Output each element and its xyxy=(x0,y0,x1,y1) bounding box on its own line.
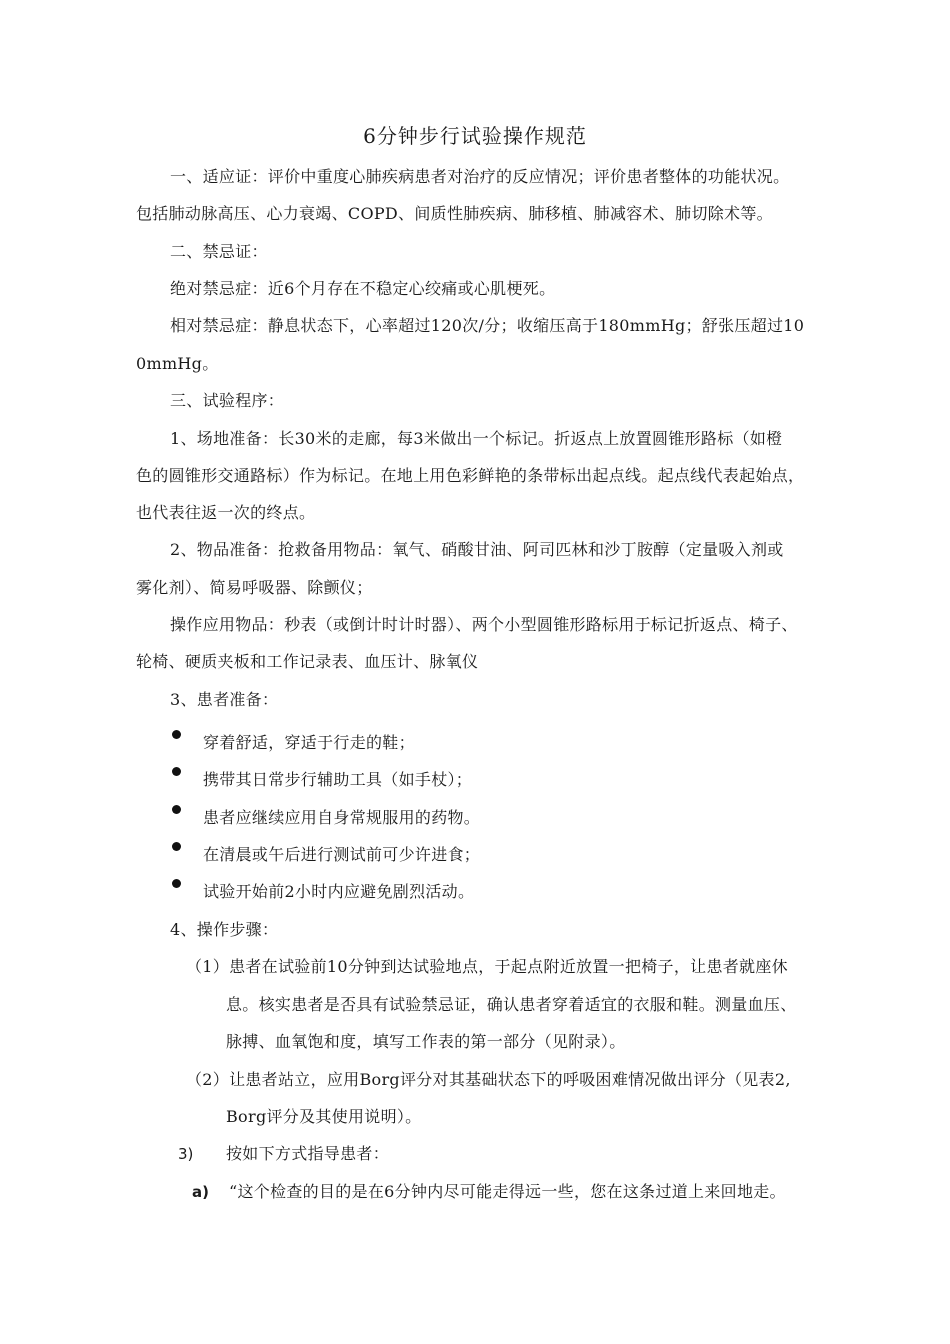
step-3-label: 3) xyxy=(178,1145,194,1163)
ops-items-line-1: 操作应用物品：秒表（或倒计时计时器）、两个小型圆锥形路标用于标记折返点、椅子、 xyxy=(170,615,798,634)
step-1-line-2: 息。核实患者是否具有试验禁忌证，确认患者穿着适宜的衣服和鞋。测量血压、 xyxy=(226,995,797,1014)
site-prep-line-3: 也代表往返一次的终点。 xyxy=(136,503,316,522)
site-prep-line-1: 1、场地准备：长30米的走廊，每3米做出一个标记。折返点上放置圆锥形路标（如橙 xyxy=(170,429,783,448)
patient-prep-heading: 3、患者准备： xyxy=(170,690,279,709)
items-prep-line-2: 雾化剂）、简易呼吸器、除颤仪； xyxy=(136,578,373,597)
bullet-dot-icon xyxy=(172,730,181,739)
bullet-dot-icon xyxy=(172,879,181,888)
indications-line-1: 一、适应证：评价中重度心肺疾病患者对治疗的反应情况；评价患者整体的功能状况。 xyxy=(170,167,790,186)
site-prep-line-2: 色的圆锥形交通路标）作为标记。在地上用色彩鲜艳的条带标出起点线。起点线代表起始点， xyxy=(136,466,805,485)
sub-item-a-label: a) xyxy=(192,1183,209,1201)
indications-line-2: 包括肺动脉高压、心力衰竭、COPD、间质性肺疾病、肺移植、肺减容术、肺切除术等。 xyxy=(136,204,773,223)
step-2-line-1: （2）让患者站立，应用Borg评分对其基础状态下的呼吸困难情况做出评分（见表2, xyxy=(186,1070,791,1089)
step-1-line-3: 脉搏、血氧饱和度，填写工作表的第一部分（见附录）。 xyxy=(226,1032,626,1051)
patient-prep-bullet: 携带其日常步行辅助工具（如手杖）； xyxy=(203,770,473,789)
patient-prep-bullet: 试验开始前2小时内应避免剧烈活动。 xyxy=(203,882,475,901)
patient-prep-bullet: 在清晨或午后进行测试前可少许进食； xyxy=(203,845,481,864)
relative-contraindication-line-1: 相对禁忌症：静息状态下，心率超过120次/分；收缩压高于180mmHg；舒张压超过10 xyxy=(170,316,805,335)
patient-prep-bullet: 患者应继续应用自身常规服用的药物。 xyxy=(203,808,481,827)
bullet-dot-icon xyxy=(172,842,181,851)
items-prep-line-1: 2、物品准备：抢救备用物品：氧气、硝酸甘油、阿司匹林和沙丁胺醇（定量吸入剂或 xyxy=(170,540,784,559)
ops-items-line-2: 轮椅、硬质夹板和工作记录表、血压计、脉氧仪 xyxy=(136,652,479,671)
steps-heading: 4、操作步骤： xyxy=(170,920,279,939)
bullet-dot-icon xyxy=(172,767,181,776)
bullet-dot-icon xyxy=(172,805,181,814)
relative-contraindication-line-2: 0mmHg。 xyxy=(136,354,219,373)
page-title: 6分钟步行试验操作规范 xyxy=(363,124,587,148)
step-1-line-1: （1）患者在试验前10分钟到达试验地点，于起点附近放置一把椅子，让患者就座休 xyxy=(186,957,788,976)
absolute-contraindication: 绝对禁忌症：近6个月存在不稳定心绞痛或心肌梗死。 xyxy=(170,279,556,298)
sub-item-a-text: “这个检查的目的是在6分钟内尽可能走得远一些，您在这条过道上来回地走。 xyxy=(229,1182,786,1201)
contraindications-heading: 二、禁忌证： xyxy=(170,242,268,261)
step-2-line-2: Borg评分及其使用说明）。 xyxy=(226,1107,422,1126)
procedure-heading: 三、试验程序： xyxy=(170,391,285,410)
patient-prep-bullet: 穿着舒适，穿适于行走的鞋； xyxy=(203,733,415,752)
step-3-text: 按如下方式指导患者： xyxy=(226,1144,390,1163)
